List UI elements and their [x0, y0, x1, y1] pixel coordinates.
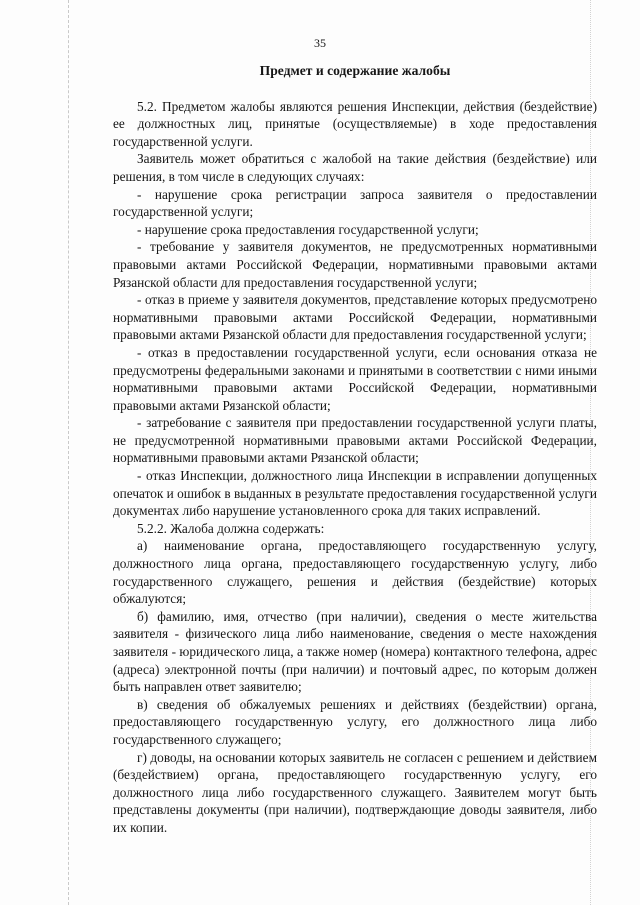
list-item-case-3: - требование у заявителя документов, не предусмотренных нормативными правовыми актами Российской Федерации, нормативными правовыми актами Рязанской области для предоставления государственной услуги;	[113, 239, 597, 290]
list-item-requirement-g: г) доводы, на основании которых заявитель не согласен с решением и действием (бездействием) органа, предоставляющего государственную услугу, его должностного лица либо государственного служащего. Заявителем могут быть представлены документы (при наличии), подтверждающие доводы заявителя, либо их копии.	[113, 749, 597, 835]
list-item-case-2: - нарушение срока предоставления государственной услуги;	[137, 221, 479, 237]
scan-binding-edge	[68, 0, 69, 905]
document-body	[113, 62, 597, 837]
list-item-requirement-b: б) фамилию, имя, отчество (при наличии), сведения о месте жительства заявителя - физического лица либо наименование, сведения о месте нахождения заявителя - юридического лица, а также номер (номера) контактного телефона, адрес (адреса) электронной почты (при наличии) и почтовый адрес, по которым должен быть направлен ответ заявителю;	[113, 608, 597, 695]
list-item-case-1: - нарушение срока регистрации запроса заявителя о предоставлении государственной услуги;	[113, 186, 597, 220]
paragraph-5-2: 5.2. Предметом жалобы являются решения Инспекции, действия (бездействие) ее должностных лиц, принятые (осуществляемые) в ходе предоставления государственной услуги.	[113, 98, 597, 149]
list-item-case-4: - отказ в приеме у заявителя документов, представление которых предусмотрено нормативными правовыми актами Российской Федерации, нормативными правовыми актами Рязанской области для предоставления государственной услуги;	[113, 292, 597, 343]
list-item-requirement-v: в) сведения об обжалуемых решениях и действиях (бездействии) органа, предоставляющего государственную услугу, его должностного лица либо государственного служащего;	[113, 696, 597, 747]
list-item-case-6: - затребование с заявителя при предоставлении государственной услуги платы, не предусмотренной нормативными правовыми актами Российской Федерации, нормативными правовыми актами Рязанской области;	[113, 415, 597, 466]
paragraph-5-2-2: 5.2.2. Жалоба должна содержать:	[137, 520, 325, 536]
section-heading: Предмет и содержание жалобы	[259, 63, 451, 78]
page-number: 35	[314, 36, 326, 50]
list-item-case-7: - отказ Инспекции, должностного лица Инспекции в исправлении допущенных опечаток и ошибок в выданных в результате предоставления государственной услуги документах либо нарушение установленного срока для таких исправлений.	[113, 468, 597, 519]
list-item-case-5: - отказ в предоставлении государственной услуги, если основания отказа не предусмотрены федеральными законами и принятыми в соответствии с ними иными нормативными правовыми актами Российской Федерации, нормативными правовыми актами Рязанской области;	[113, 344, 597, 413]
paragraph-cases-intro: Заявитель может обратиться с жалобой на такие действия (бездействие) или решения, в том числе в следующих случаях:	[113, 151, 597, 184]
list-item-requirement-a: а) наименование органа, предоставляющего государственную услугу, должностного лица органа, предоставляющего государственную услугу, либо государственного служащего, решения и действия (бездействие) которых обжалуются;	[113, 538, 597, 607]
